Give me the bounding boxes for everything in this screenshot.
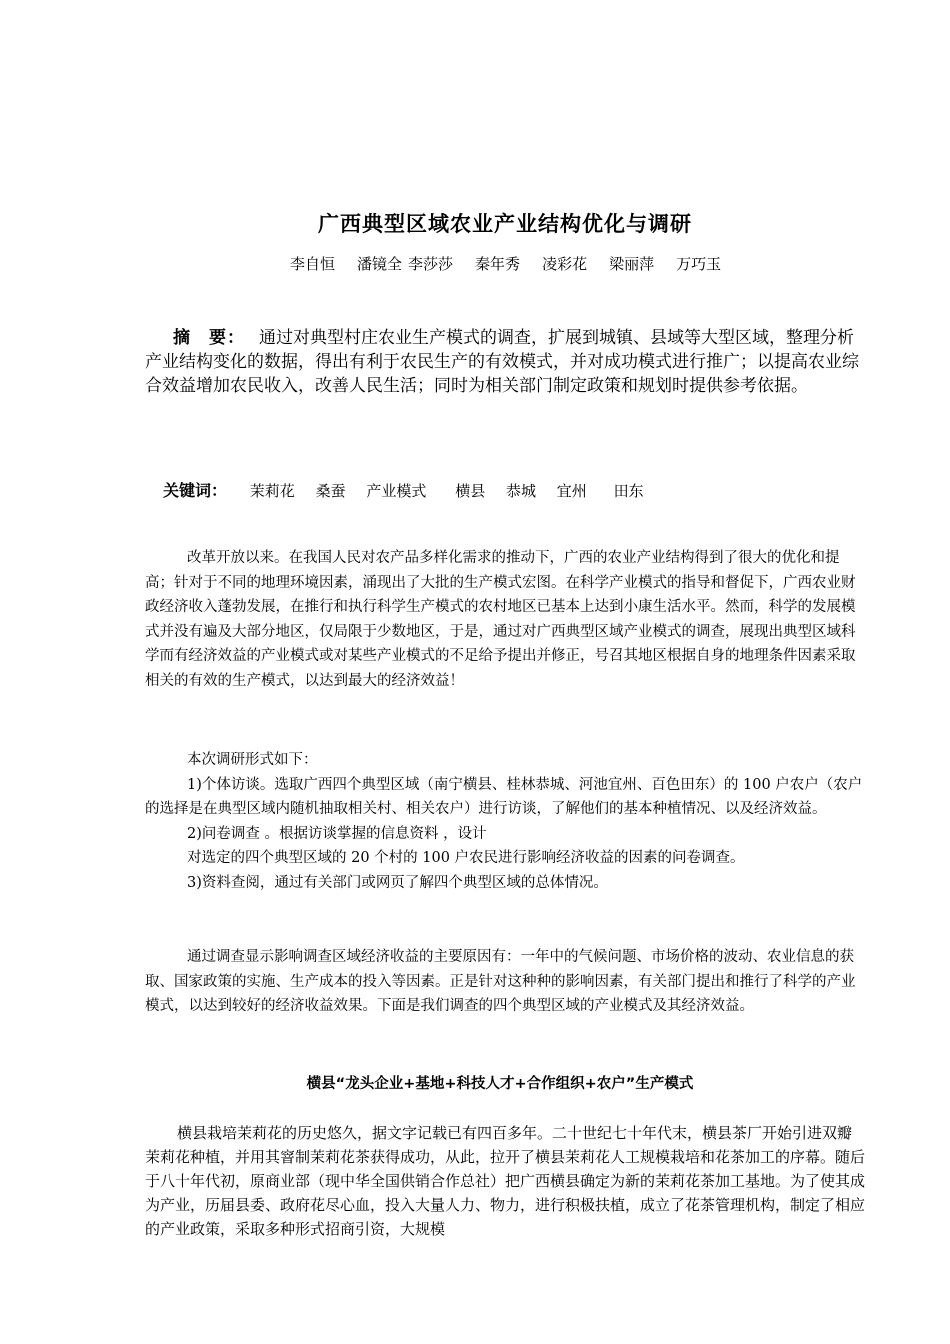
keyword: 宜州	[556, 482, 587, 500]
abstract-label-part: 要：	[209, 328, 245, 348]
author-name: 李莎莎	[408, 255, 454, 273]
author-name: 万巧玉	[676, 255, 722, 273]
abstract-label	[173, 328, 245, 348]
abstract-text: 通过对典型村庄农业生产模式的调查，扩展到城镇、县域等大型区域，整理分析产业结构变化的数据，得出有利于农民生产的有效模式，并对成功模式进行推广；以提高农业综合效益增加农民收入，改善人民生活；同时为相关部门制定政策和规划时提供参考依据。	[145, 328, 859, 396]
methods-item: 1)个体访谈。选取广西四个典型区域（南宁横县、桂林恭城、河池宜州、百色田东）的 100 户农户（农户的选择是在典型区域内随机抽取相关村、相关农户）进行访谈，了解他们的基本种植情况、以及经济效益。	[145, 776, 863, 817]
keyword: 田东	[613, 482, 644, 500]
document-title: 广西典型区域农业产业结构优化与调研	[318, 212, 692, 236]
methods-item: 对选定的四个典型区域的 20 个村的 100 户农民进行影响经济收益的因素的问卷调查。	[187, 850, 745, 866]
keyword: 产业模式	[366, 482, 427, 500]
abstract-label-part: 摘	[173, 328, 191, 348]
keyword: 横县	[455, 482, 486, 500]
intro-paragraph: 改革开放以来。在我国人民对农产品多样化需求的推动下，广西的农业产业结构得到了很大的优化和提高；针对于不同的地理环境因素，涌现出了大批的生产模式宏图。在科学产业模式的指导和督促下，广西农业财政经济收入蓬勃发展，在推行和执行科学生产模式的农村地区已基本上达到小康生活水平。然而，科学的发展模式并没有遍及大部分地区，仅局限于少数地区，于是，通过对广西典型区域产业模式的调查，展现出典型区域科学而有经济效益的产业模式或对某些产业模式的不足给予提出并修正，号召其地区根据自身的地理条件因素采取相关的有效的生产模式，以达到最大的经济效益！	[145, 550, 856, 689]
methods-section	[145, 748, 865, 895]
keyword: 茉莉花	[249, 482, 295, 500]
keyword: 桑蚕	[315, 482, 346, 500]
keyword: 恭城	[505, 482, 536, 500]
author-name: 凌彩花	[542, 255, 588, 273]
section-paragraph: 横县栽培茉莉花的历史悠久，据文字记载已有四百多年。二十世纪七十年代末，横县茶厂开始引进双瓣茉莉花种植，并用其窨制茉莉花茶获得成功，从此，拉开了横县茉莉花人工规模栽培和花茶加工的序幕。随后于八十年代初，原商业部（现中华全国供销合作总社）把广西横县确定为新的茉莉花茶加工基地。为了使其成为产业，历届县委、政府花尽心血，投入大量人力、物力，进行积极扶植，成立了花茶管理机构，制定了相应的产业政策，采取多种形式招商引资，大规模	[145, 1124, 866, 1238]
methods-intro: 本次调研形式如下：	[187, 752, 318, 768]
abstract	[145, 326, 865, 398]
author-name: 潘镜全	[357, 255, 403, 273]
methods-item: 2)问卷调查 。根据访谈掌握的信息资料 ，设计	[187, 825, 487, 842]
author-name: 梁丽萍	[609, 255, 655, 273]
keywords	[163, 478, 660, 501]
methods-item: 3)资料查阅，通过有关部门或网页了解四个典型区域的总体情况。	[187, 874, 608, 891]
keywords-label: 关键词：	[163, 481, 228, 500]
section-heading: 横县“龙头企业+基地+科技人才+合作组织+农户”生产模式	[306, 1076, 694, 1092]
findings-paragraph: 通过调查显示影响调查区域经济收益的主要原因有：一年中的气候问题、市场价格的波动、农业信息的获取、国家政策的实施、生产成本的投入等因素。正是针对这种种的影响因素，有关部门提出和推行了科学的产业模式，以达到较好的经济收益效果。下面是我们调查的四个典型区域的产业模式及其经济效益。	[145, 949, 856, 1014]
author-name: 李自恒	[290, 255, 336, 273]
author-name: 秦年秀	[475, 255, 521, 273]
author-list	[290, 253, 721, 274]
